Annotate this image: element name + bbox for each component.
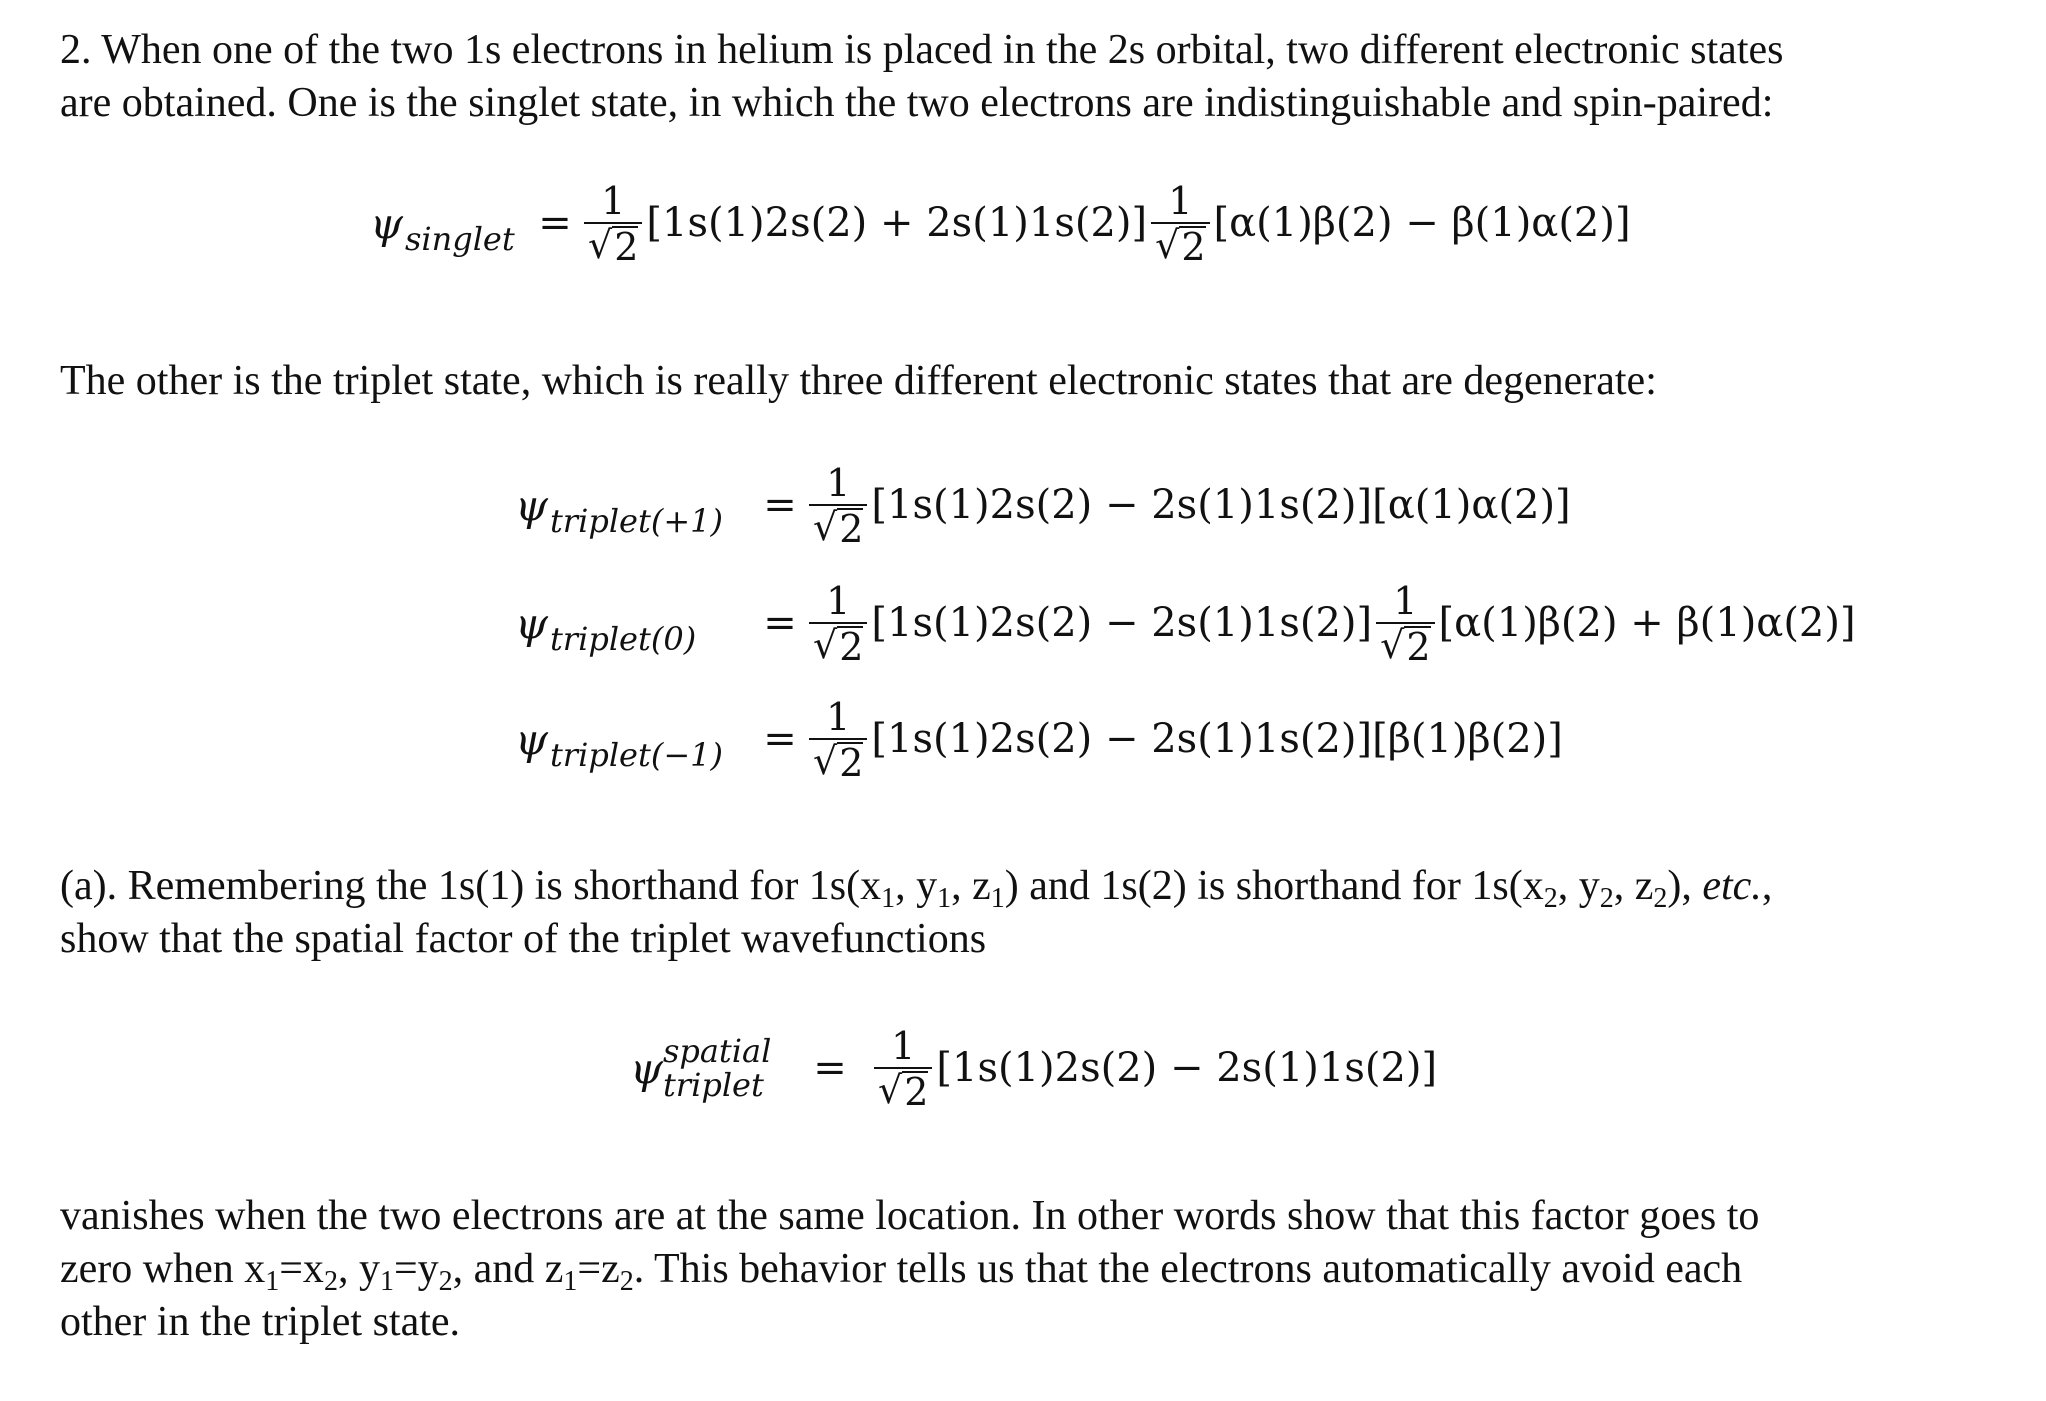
fraction-one-over-root-two: 1 √ 2	[584, 180, 642, 266]
fraction-one-over-root-two: 1 √ 2	[1151, 180, 1209, 266]
triplet-minus-one-lhs: $\psi_{triplet(-1)}$	[515, 714, 723, 774]
intro-line-2: are obtained. One is the singlet state, in which the two electrons are indistinguishable and spin-paired:	[60, 80, 1774, 126]
fraction-one-over-root-two: 1 √ 2	[809, 580, 867, 666]
conclusion-line-3: other in the triplet state.	[60, 1299, 461, 1345]
equals-sign: =	[763, 716, 797, 762]
triplet-plus-one-lhs: $\psi_{triplet(+1)}$	[515, 480, 723, 540]
singlet-spin-factor: [α(1)β(2) − β(1)α(2)]	[1213, 200, 1631, 246]
part-a-line-1: (a). Remembering the 1s(1) is shorthand for $1s(x_1$, $y_1$, $z_1$) and 1s(2) is shorthand for $1s(x_2$, $y_2$, $z_2$), etc.,	[60, 863, 1773, 914]
equals-sign: =	[763, 482, 797, 528]
fraction-one-over-root-two: 1 √ 2	[809, 696, 867, 782]
triplet-plus-one-equation	[515, 461, 1571, 551]
triplet-zero-lhs: $\psi_{triplet(0)}$	[515, 598, 697, 658]
fraction-one-over-root-two: 1 √ 2	[874, 1025, 932, 1111]
spatial-triplet-factor: [1s(1)2s(2) − 2s(1)1s(2)]	[936, 1045, 1438, 1091]
triplet-minus-one-equation	[515, 695, 1563, 785]
singlet-spatial-factor: [1s(1)2s(2) + 2s(1)1s(2)]	[646, 200, 1148, 246]
equals-sign: =	[813, 1045, 847, 1091]
equals-sign: =	[763, 600, 797, 646]
spatial-triplet-lhs: ψ spatial triplet	[630, 1032, 772, 1104]
conclusion-line-2: zero when $x_1=x_2$, $y_1=y_2$, and $z_1=z_2$. This behavior tells us that the electrons automatically avoid each	[60, 1246, 1743, 1297]
spatial-triplet-equation	[630, 1024, 1438, 1114]
triplet-zero-spin-factor: [α(1)β(2) + β(1)α(2)]	[1438, 600, 1856, 646]
fraction-one-over-root-two: 1 √ 2	[1376, 580, 1434, 666]
triplet-intro: The other is the triplet state, which is really three different electronic states that are degenerate:	[60, 358, 1657, 404]
intro-line-1: 2. When one of the two 1s electrons in helium is placed in the 2s orbital, two different electronic states	[60, 27, 1784, 73]
equals-sign: =	[538, 200, 572, 246]
singlet-equation	[370, 179, 1631, 269]
triplet-minus-one-factor: [1s(1)2s(2) − 2s(1)1s(2)][β(1)β(2)]	[871, 716, 1563, 762]
triplet-plus-one-factor: [1s(1)2s(2) − 2s(1)1s(2)][α(1)α(2)]	[871, 482, 1571, 528]
fraction-one-over-root-two: 1 √ 2	[809, 462, 867, 548]
singlet-lhs: $\psi_{singlet}$	[370, 198, 515, 258]
triplet-zero-spatial-factor: [1s(1)2s(2) − 2s(1)1s(2)]	[871, 600, 1373, 646]
part-a-line-2: show that the spatial factor of the triplet wavefunctions	[60, 916, 987, 962]
conclusion-line-1: vanishes when the two electrons are at the same location. In other words show that this factor goes to	[60, 1193, 1760, 1239]
triplet-zero-equation	[515, 579, 1856, 669]
